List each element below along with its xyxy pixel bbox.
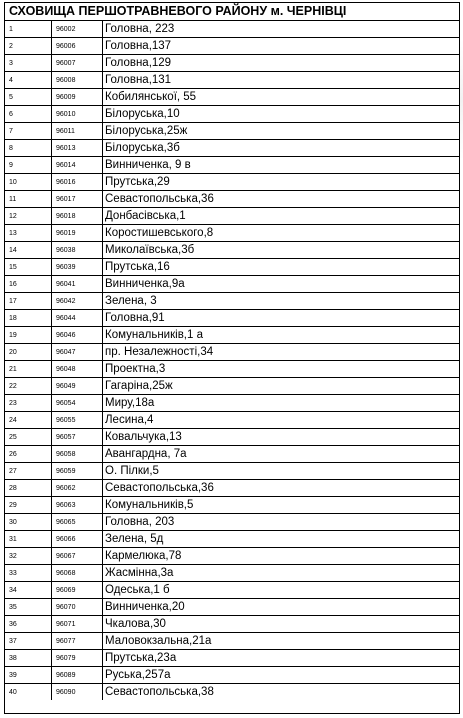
shelter-address: Комунальників,1 а — [103, 327, 460, 344]
row-number: 3 — [5, 55, 52, 72]
shelter-code: 96041 — [52, 276, 103, 293]
table-row — [5, 89, 459, 106]
table-row — [5, 565, 459, 582]
shelter-code: 96089 — [52, 667, 103, 684]
table-row — [5, 123, 459, 140]
shelter-address: Головна, 223 — [103, 21, 460, 38]
row-number: 27 — [5, 463, 52, 480]
shelter-address: Севастопольська,38 — [103, 684, 460, 701]
shelter-code: 96009 — [52, 89, 103, 106]
shelter-code: 96047 — [52, 344, 103, 361]
shelter-code: 96013 — [52, 140, 103, 157]
row-number: 33 — [5, 565, 52, 582]
row-number: 23 — [5, 395, 52, 412]
row-number: 25 — [5, 429, 52, 446]
document-title: СХОВИЩА ПЕРШОТРАВНЕВОГО РАЙОНУ м. ЧЕРНІВЦІ — [5, 3, 459, 21]
row-number: 7 — [5, 123, 52, 140]
row-number: 1 — [5, 21, 52, 38]
shelter-code: 96058 — [52, 446, 103, 463]
row-number: 6 — [5, 106, 52, 123]
table-row — [5, 429, 459, 446]
shelter-address: Білоруська,25ж — [103, 123, 460, 140]
row-number: 8 — [5, 140, 52, 157]
shelter-code: 96063 — [52, 497, 103, 514]
shelter-code: 96055 — [52, 412, 103, 429]
shelter-code: 96048 — [52, 361, 103, 378]
row-number: 34 — [5, 582, 52, 599]
row-number: 12 — [5, 208, 52, 225]
table-row — [5, 531, 459, 548]
shelter-code: 96059 — [52, 463, 103, 480]
shelter-code: 96068 — [52, 565, 103, 582]
row-number: 11 — [5, 191, 52, 208]
shelter-code: 96057 — [52, 429, 103, 446]
shelter-code: 96007 — [52, 55, 103, 72]
shelter-address: Авангардна, 7а — [103, 446, 460, 463]
shelter-code: 96065 — [52, 514, 103, 531]
table-row — [5, 480, 459, 497]
row-number: 31 — [5, 531, 52, 548]
shelter-code: 96067 — [52, 548, 103, 565]
table-row — [5, 140, 459, 157]
table-row — [5, 21, 459, 38]
shelter-address: Головна,137 — [103, 38, 460, 55]
table-row — [5, 310, 459, 327]
shelter-code: 96069 — [52, 582, 103, 599]
shelter-address: Миколаївська,3б — [103, 242, 460, 259]
table-row — [5, 327, 459, 344]
row-number: 15 — [5, 259, 52, 276]
shelter-address: Винниченка,9а — [103, 276, 460, 293]
table-row — [5, 684, 459, 701]
shelter-address: Зелена, 3 — [103, 293, 460, 310]
shelter-address: Білоруська,3б — [103, 140, 460, 157]
table-row — [5, 599, 459, 616]
shelter-address: Чкалова,30 — [103, 616, 460, 633]
table-row — [5, 106, 459, 123]
table-row — [5, 191, 459, 208]
shelter-code: 96039 — [52, 259, 103, 276]
shelter-code: 96008 — [52, 72, 103, 89]
shelter-code: 96038 — [52, 242, 103, 259]
shelter-code: 96071 — [52, 616, 103, 633]
row-number: 16 — [5, 276, 52, 293]
table-row — [5, 174, 459, 191]
shelter-address: Прутська,16 — [103, 259, 460, 276]
shelter-address: Головна, 203 — [103, 514, 460, 531]
shelter-address: Жасмінна,3а — [103, 565, 460, 582]
table-row — [5, 446, 459, 463]
table-row — [5, 72, 459, 89]
table-row — [5, 514, 459, 531]
shelter-code: 96010 — [52, 106, 103, 123]
row-number: 21 — [5, 361, 52, 378]
row-number: 40 — [5, 684, 52, 701]
shelter-address: Винниченка,20 — [103, 599, 460, 616]
row-number: 35 — [5, 599, 52, 616]
shelter-address: О. Пілки,5 — [103, 463, 460, 480]
row-number: 13 — [5, 225, 52, 242]
row-number: 22 — [5, 378, 52, 395]
shelter-address: Севастопольська,36 — [103, 191, 460, 208]
table-row — [5, 650, 459, 667]
row-number: 29 — [5, 497, 52, 514]
shelter-address: пр. Незалежності,34 — [103, 344, 460, 361]
shelter-address: Прутська,29 — [103, 174, 460, 191]
table-row — [5, 497, 459, 514]
row-number: 26 — [5, 446, 52, 463]
table-row — [5, 55, 459, 72]
row-number: 32 — [5, 548, 52, 565]
table-row — [5, 38, 459, 55]
table-row — [5, 463, 459, 480]
shelter-address: Прутська,23а — [103, 650, 460, 667]
row-number: 36 — [5, 616, 52, 633]
row-number: 37 — [5, 633, 52, 650]
shelter-address: Винниченка, 9 в — [103, 157, 460, 174]
shelter-address: Кобилянської, 55 — [103, 89, 460, 106]
shelter-address: Головна,129 — [103, 55, 460, 72]
table-row — [5, 548, 459, 565]
shelter-code: 96016 — [52, 174, 103, 191]
row-number: 10 — [5, 174, 52, 191]
table-row — [5, 378, 459, 395]
row-number: 28 — [5, 480, 52, 497]
table-row — [5, 276, 459, 293]
row-number: 38 — [5, 650, 52, 667]
shelter-code: 96019 — [52, 225, 103, 242]
shelters-table — [5, 21, 459, 700]
shelter-code: 96018 — [52, 208, 103, 225]
row-number: 24 — [5, 412, 52, 429]
table-row — [5, 582, 459, 599]
row-number: 20 — [5, 344, 52, 361]
shelter-address: Ковальчука,13 — [103, 429, 460, 446]
row-number: 4 — [5, 72, 52, 89]
shelter-code: 96006 — [52, 38, 103, 55]
shelter-address: Комунальників,5 — [103, 497, 460, 514]
shelter-code: 96070 — [52, 599, 103, 616]
row-number: 5 — [5, 89, 52, 106]
shelter-code: 96049 — [52, 378, 103, 395]
table-row — [5, 157, 459, 174]
shelter-code: 96079 — [52, 650, 103, 667]
row-number: 9 — [5, 157, 52, 174]
table-row — [5, 616, 459, 633]
shelter-address: Миру,18а — [103, 395, 460, 412]
shelter-code: 96044 — [52, 310, 103, 327]
row-number: 39 — [5, 667, 52, 684]
shelter-code: 96090 — [52, 684, 103, 701]
table-row — [5, 242, 459, 259]
shelter-address: Проектна,3 — [103, 361, 460, 378]
row-number: 19 — [5, 327, 52, 344]
shelter-address: Донбасівська,1 — [103, 208, 460, 225]
shelter-address: Руська,257а — [103, 667, 460, 684]
table-row — [5, 208, 459, 225]
shelter-address: Гагаріна,25ж — [103, 378, 460, 395]
shelter-address: Головна,131 — [103, 72, 460, 89]
table-row — [5, 633, 459, 650]
shelter-code: 96062 — [52, 480, 103, 497]
shelter-address: Кармелюка,78 — [103, 548, 460, 565]
table-row — [5, 667, 459, 684]
shelter-address: Маловокзальна,21а — [103, 633, 460, 650]
shelter-code: 96077 — [52, 633, 103, 650]
row-number: 30 — [5, 514, 52, 531]
shelter-code: 96011 — [52, 123, 103, 140]
table-row — [5, 259, 459, 276]
shelter-address: Головна,91 — [103, 310, 460, 327]
table-row — [5, 344, 459, 361]
table-row — [5, 293, 459, 310]
row-number: 18 — [5, 310, 52, 327]
shelter-address: Зелена, 5д — [103, 531, 460, 548]
row-number: 17 — [5, 293, 52, 310]
shelter-code: 96054 — [52, 395, 103, 412]
table-body — [5, 21, 459, 700]
shelter-code: 96017 — [52, 191, 103, 208]
shelter-address: Білоруська,10 — [103, 106, 460, 123]
shelter-code: 96046 — [52, 327, 103, 344]
shelter-code: 96066 — [52, 531, 103, 548]
table-row — [5, 225, 459, 242]
shelters-document — [4, 2, 460, 714]
shelter-address: Коростишевського,8 — [103, 225, 460, 242]
shelter-address: Лесина,4 — [103, 412, 460, 429]
shelter-code: 96014 — [52, 157, 103, 174]
row-number: 2 — [5, 38, 52, 55]
table-row — [5, 412, 459, 429]
row-number: 14 — [5, 242, 52, 259]
shelter-address: Одеська,1 б — [103, 582, 460, 599]
shelter-address: Севастопольська,36 — [103, 480, 460, 497]
shelter-code: 96002 — [52, 21, 103, 38]
table-row — [5, 361, 459, 378]
shelter-code: 96042 — [52, 293, 103, 310]
table-row — [5, 395, 459, 412]
